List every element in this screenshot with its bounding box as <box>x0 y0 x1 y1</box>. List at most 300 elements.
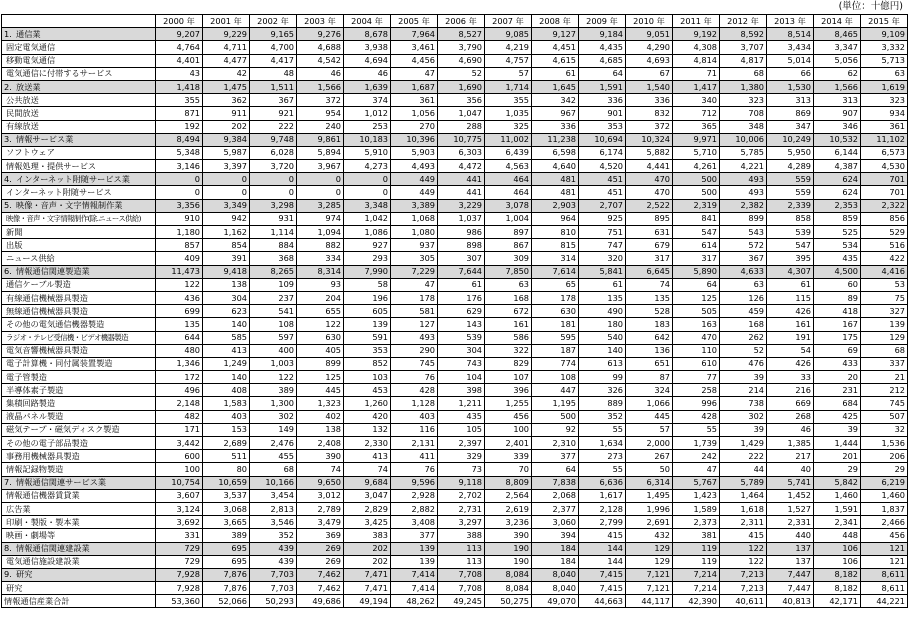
value-cell: 6,303 <box>438 146 485 159</box>
value-cell: 4,456 <box>391 54 438 67</box>
value-cell: 0 <box>250 186 297 199</box>
value-cell: 39 <box>814 423 861 436</box>
value-cell: 3,146 <box>156 160 203 173</box>
row-label <box>2 173 156 186</box>
value-cell: 4,633 <box>720 265 767 278</box>
value-cell: 9,184 <box>579 28 626 41</box>
value-cell: 355 <box>485 94 532 107</box>
value-cell: 140 <box>203 318 250 331</box>
value-cell: 161 <box>767 318 814 331</box>
value-cell: 10,006 <box>720 133 767 146</box>
value-cell: 313 <box>767 94 814 107</box>
row-label <box>2 529 156 542</box>
value-cell: 62 <box>814 67 861 80</box>
value-cell: 2,322 <box>861 199 908 212</box>
value-cell: 901 <box>579 107 626 120</box>
value-cell: 3,790 <box>438 41 485 54</box>
value-cell: 996 <box>673 397 720 410</box>
value-cell: 336 <box>626 94 673 107</box>
value-cell: 372 <box>297 94 344 107</box>
value-cell: 4,764 <box>156 41 203 54</box>
value-cell: 907 <box>814 107 861 120</box>
row-label-text: 情報サービス業 <box>16 134 74 145</box>
value-cell: 355 <box>156 94 203 107</box>
value-cell: 810 <box>532 226 579 239</box>
row-label <box>2 410 156 423</box>
value-cell: 191 <box>767 331 814 344</box>
value-cell: 76 <box>391 371 438 384</box>
value-cell: 49,194 <box>344 595 391 608</box>
row-label <box>2 595 156 608</box>
value-cell: 464 <box>485 186 532 199</box>
value-cell: 2,397 <box>438 437 485 450</box>
value-cell: 3,078 <box>485 199 532 212</box>
value-cell: 4,757 <box>485 54 532 67</box>
value-cell: 2,068 <box>532 489 579 502</box>
row-label <box>2 28 156 41</box>
value-cell: 1,464 <box>720 489 767 502</box>
value-cell: 435 <box>438 410 485 423</box>
value-cell: 7,229 <box>391 265 438 278</box>
value-cell: 422 <box>861 252 908 265</box>
value-cell: 64 <box>673 278 720 291</box>
value-cell: 6,645 <box>626 265 673 278</box>
value-cell: 196 <box>344 291 391 304</box>
value-cell: 3,060 <box>532 516 579 529</box>
year-header: 2003 年 <box>297 15 344 28</box>
value-cell: 3,349 <box>203 199 250 212</box>
value-cell: 511 <box>203 450 250 463</box>
value-cell: 4,435 <box>579 41 626 54</box>
value-cell: 7,447 <box>767 568 814 581</box>
value-cell: 884 <box>250 239 297 252</box>
row-label-text: 情報通信関連建設業 <box>16 543 90 554</box>
value-cell: 389 <box>250 384 297 397</box>
value-cell: 187 <box>532 344 579 357</box>
value-cell: 447 <box>532 384 579 397</box>
value-cell: 307 <box>438 252 485 265</box>
value-cell: 39 <box>720 423 767 436</box>
value-cell: 2,476 <box>250 437 297 450</box>
value-cell: 135 <box>156 318 203 331</box>
value-cell: 202 <box>344 542 391 555</box>
category-row <box>2 265 908 278</box>
row-label <box>2 542 156 555</box>
value-cell: 1,837 <box>861 502 908 515</box>
value-cell: 9,596 <box>391 476 438 489</box>
value-cell: 1,639 <box>344 80 391 93</box>
value-cell: 4,493 <box>391 160 438 173</box>
value-cell: 396 <box>485 384 532 397</box>
value-cell: 695 <box>203 555 250 568</box>
table-row <box>2 305 908 318</box>
value-cell: 2,408 <box>297 437 344 450</box>
value-cell: 974 <box>297 212 344 225</box>
value-cell: 7,928 <box>156 582 203 595</box>
value-cell: 857 <box>156 239 203 252</box>
value-cell: 815 <box>532 239 579 252</box>
value-cell: 327 <box>861 305 908 318</box>
year-header: 2008 年 <box>532 15 579 28</box>
value-cell: 64 <box>579 67 626 80</box>
value-cell: 168 <box>720 318 767 331</box>
value-cell: 353 <box>579 120 626 133</box>
value-cell: 439 <box>250 555 297 568</box>
value-cell: 7,471 <box>344 568 391 581</box>
value-cell: 630 <box>532 305 579 318</box>
value-cell: 3,397 <box>203 160 250 173</box>
value-cell: 361 <box>391 94 438 107</box>
value-cell: 390 <box>297 450 344 463</box>
value-cell: 1,618 <box>720 502 767 515</box>
value-cell: 115 <box>767 291 814 304</box>
value-cell: 178 <box>532 291 579 304</box>
value-cell: 50,275 <box>485 595 532 608</box>
value-cell: 6,174 <box>579 146 626 159</box>
value-cell: 3,124 <box>156 502 203 515</box>
value-cell: 1,417 <box>673 80 720 93</box>
value-cell: 581 <box>391 305 438 318</box>
category-row <box>2 542 908 555</box>
value-cell: 1,714 <box>485 80 532 93</box>
value-cell: 367 <box>720 252 767 265</box>
row-label <box>2 252 156 265</box>
value-cell: 377 <box>532 450 579 463</box>
row-label-text: 移動電気通信 <box>6 55 56 66</box>
value-cell: 63 <box>861 67 908 80</box>
row-label <box>2 54 156 67</box>
row-label-text: 通信業 <box>16 28 41 39</box>
value-cell: 852 <box>344 357 391 370</box>
row-label-text: その他の電気通信機器製造 <box>6 318 105 329</box>
table-row <box>2 529 908 542</box>
value-cell: 405 <box>297 344 344 357</box>
value-cell: 10,166 <box>250 476 297 489</box>
value-cell: 899 <box>720 212 767 225</box>
value-cell: 342 <box>532 94 579 107</box>
value-cell: 7,471 <box>344 582 391 595</box>
value-cell: 9,192 <box>673 28 720 41</box>
value-cell: 293 <box>344 252 391 265</box>
value-cell: 7,614 <box>532 265 579 278</box>
value-cell: 7,214 <box>673 582 720 595</box>
value-cell: 1,255 <box>485 397 532 410</box>
value-cell: 2,377 <box>532 502 579 515</box>
value-cell: 6,314 <box>626 476 673 489</box>
value-cell: 954 <box>297 107 344 120</box>
value-cell: 433 <box>814 357 861 370</box>
value-cell: 55 <box>673 423 720 436</box>
value-cell: 144 <box>579 555 626 568</box>
value-cell: 10,754 <box>156 476 203 489</box>
value-cell: 119 <box>673 542 720 555</box>
value-cell: 168 <box>485 291 532 304</box>
value-cell: 138 <box>203 278 250 291</box>
row-label <box>2 516 156 529</box>
value-cell: 302 <box>250 410 297 423</box>
value-cell: 352 <box>250 529 297 542</box>
value-cell: 699 <box>156 305 203 318</box>
value-cell: 3,938 <box>344 41 391 54</box>
row-label-text: 民間放送 <box>6 107 39 118</box>
value-cell: 7,644 <box>438 265 485 278</box>
value-cell: 4,693 <box>626 54 673 67</box>
row-label-text: 電気通信に付帯するサービス <box>6 68 113 79</box>
value-cell: 451 <box>579 173 626 186</box>
value-cell: 140 <box>203 371 250 384</box>
value-cell: 7,838 <box>532 476 579 489</box>
category-number: 8. <box>4 543 12 554</box>
data-table <box>1 14 908 608</box>
value-cell: 4,221 <box>720 160 767 173</box>
value-cell: 176 <box>438 291 485 304</box>
value-cell: 273 <box>579 450 626 463</box>
value-cell: 167 <box>814 318 861 331</box>
value-cell: 2,522 <box>626 199 673 212</box>
value-cell: 3,442 <box>156 437 203 450</box>
value-cell: 10,659 <box>203 476 250 489</box>
value-cell: 2,373 <box>673 516 720 529</box>
year-header: 2004 年 <box>344 15 391 28</box>
value-cell: 43 <box>156 67 203 80</box>
value-cell: 222 <box>250 120 297 133</box>
row-label <box>2 265 156 278</box>
row-label-text: 電気音響機械器具製造 <box>6 345 88 356</box>
value-cell: 1,086 <box>344 226 391 239</box>
value-cell: 426 <box>767 357 814 370</box>
value-cell: 516 <box>861 239 908 252</box>
value-cell: 586 <box>485 331 532 344</box>
value-cell: 6,144 <box>814 146 861 159</box>
value-cell: 372 <box>626 120 673 133</box>
row-label-text: 映像・音声・文字情報制作業 <box>16 200 123 211</box>
value-cell: 7,850 <box>485 265 532 278</box>
value-cell: 9,207 <box>156 28 203 41</box>
value-cell: 451 <box>579 186 626 199</box>
value-cell: 2,702 <box>438 489 485 502</box>
table-row <box>2 160 908 173</box>
value-cell: 1,260 <box>344 397 391 410</box>
row-label-text: 映画・劇場等 <box>6 529 56 540</box>
value-cell: 5,882 <box>626 146 673 159</box>
row-label <box>2 476 156 489</box>
value-cell: 317 <box>626 252 673 265</box>
unit-label: (単位：十億円) <box>838 1 903 12</box>
value-cell: 331 <box>156 529 203 542</box>
value-cell: 1,012 <box>344 107 391 120</box>
value-cell: 391 <box>203 252 250 265</box>
value-cell: 8,314 <box>297 265 344 278</box>
year-header: 2006 年 <box>438 15 485 28</box>
value-cell: 8,182 <box>814 568 861 581</box>
category-number: 1. <box>4 28 12 39</box>
value-cell: 871 <box>156 107 203 120</box>
row-label-text: 情報処理・提供サービス <box>6 160 97 171</box>
row-label-text: 固定電気通信 <box>6 41 56 52</box>
table-row <box>2 186 908 199</box>
category-number: 9. <box>4 569 12 580</box>
value-cell: 0 <box>156 173 203 186</box>
value-cell: 44 <box>720 463 767 476</box>
value-cell: 1,047 <box>438 107 485 120</box>
value-cell: 346 <box>814 120 861 133</box>
value-cell: 534 <box>814 239 861 252</box>
table-row <box>2 146 908 159</box>
value-cell: 937 <box>391 239 438 252</box>
row-label <box>2 133 156 146</box>
category-number: 2. <box>4 81 12 92</box>
row-label-text: 研究 <box>16 569 33 580</box>
value-cell: 684 <box>814 397 861 410</box>
value-cell: 63 <box>485 278 532 291</box>
value-cell: 44,117 <box>626 595 673 608</box>
value-cell: 1,249 <box>203 357 250 370</box>
value-cell: 64 <box>532 463 579 476</box>
value-cell: 493 <box>720 173 767 186</box>
category-row <box>2 133 908 146</box>
value-cell: 445 <box>626 410 673 423</box>
header-row <box>2 15 908 28</box>
value-cell: 48,262 <box>391 595 438 608</box>
value-cell: 47 <box>673 463 720 476</box>
value-cell: 4,219 <box>485 41 532 54</box>
table-body <box>2 28 908 608</box>
value-cell: 1,591 <box>814 502 861 515</box>
value-cell: 623 <box>203 305 250 318</box>
value-cell: 347 <box>767 120 814 133</box>
value-cell: 326 <box>579 384 626 397</box>
value-cell: 729 <box>156 542 203 555</box>
row-label-text: 半導体素子製造 <box>6 384 64 395</box>
value-cell: 505 <box>673 305 720 318</box>
value-cell: 895 <box>626 212 673 225</box>
value-cell: 11,102 <box>861 133 908 146</box>
value-cell: 175 <box>814 331 861 344</box>
row-label <box>2 502 156 515</box>
value-cell: 4,273 <box>344 160 391 173</box>
value-cell: 184 <box>532 555 579 568</box>
value-cell: 5,741 <box>767 476 814 489</box>
value-cell: 77 <box>673 371 720 384</box>
value-cell: 482 <box>156 410 203 423</box>
value-cell: 190 <box>485 555 532 568</box>
year-header: 2009 年 <box>579 15 626 28</box>
row-label-text: 電子管製造 <box>6 371 47 382</box>
value-cell: 456 <box>485 410 532 423</box>
value-cell: 3,236 <box>485 516 532 529</box>
value-cell: 9,276 <box>297 28 344 41</box>
value-cell: 163 <box>673 318 720 331</box>
value-cell: 470 <box>673 331 720 344</box>
value-cell: 3,068 <box>203 502 250 515</box>
value-cell: 2,466 <box>861 516 908 529</box>
row-label <box>2 305 156 318</box>
value-cell: 4,441 <box>626 160 673 173</box>
value-cell: 10,183 <box>344 133 391 146</box>
value-cell: 231 <box>814 384 861 397</box>
value-cell: 389 <box>203 529 250 542</box>
value-cell: 869 <box>767 107 814 120</box>
value-cell: 140 <box>579 344 626 357</box>
value-cell: 547 <box>673 226 720 239</box>
value-cell: 4,308 <box>673 41 720 54</box>
value-cell: 50,293 <box>250 595 297 608</box>
value-cell: 449 <box>391 186 438 199</box>
value-cell: 841 <box>673 212 720 225</box>
value-cell: 2,928 <box>391 489 438 502</box>
value-cell: 8,514 <box>767 28 814 41</box>
value-cell: 54 <box>767 344 814 357</box>
header-corner <box>2 15 156 28</box>
value-cell: 738 <box>720 397 767 410</box>
value-cell: 106 <box>814 555 861 568</box>
value-cell: 897 <box>485 226 532 239</box>
value-cell: 339 <box>485 450 532 463</box>
value-cell: 75 <box>861 291 908 304</box>
value-cell: 8,040 <box>532 568 579 581</box>
value-cell: 3,546 <box>250 516 297 529</box>
row-label <box>2 239 156 252</box>
value-cell: 4,307 <box>767 265 814 278</box>
value-cell: 5,987 <box>203 146 250 159</box>
value-cell: 7,414 <box>391 568 438 581</box>
value-cell: 57 <box>485 67 532 80</box>
value-cell: 53,360 <box>156 595 203 608</box>
value-cell: 398 <box>438 384 485 397</box>
row-label <box>2 450 156 463</box>
value-cell: 269 <box>297 542 344 555</box>
value-cell: 116 <box>391 423 438 436</box>
value-cell: 1,452 <box>767 489 814 502</box>
value-cell: 610 <box>673 357 720 370</box>
value-cell: 854 <box>203 239 250 252</box>
value-cell: 2,882 <box>391 502 438 515</box>
row-label <box>2 463 156 476</box>
value-cell: 464 <box>485 173 532 186</box>
value-cell: 10,396 <box>391 133 438 146</box>
value-cell: 122 <box>250 371 297 384</box>
value-cell: 7,876 <box>203 582 250 595</box>
row-label-text: 情報通信関連サービス業 <box>16 477 107 488</box>
category-number: 7. <box>4 477 12 488</box>
value-cell: 1,460 <box>861 489 908 502</box>
value-cell: 3,047 <box>344 489 391 502</box>
value-cell: 559 <box>767 186 814 199</box>
value-cell: 3,012 <box>297 489 344 502</box>
value-cell: 1,066 <box>626 397 673 410</box>
value-cell: 100 <box>156 463 203 476</box>
value-cell: 122 <box>297 318 344 331</box>
value-cell: 377 <box>391 529 438 542</box>
value-cell: 7,213 <box>720 568 767 581</box>
value-cell: 3,297 <box>438 516 485 529</box>
value-cell: 934 <box>861 107 908 120</box>
table-row <box>2 239 908 252</box>
value-cell: 8,084 <box>485 568 532 581</box>
value-cell: 493 <box>720 186 767 199</box>
value-cell: 1,460 <box>814 489 861 502</box>
table-row <box>2 489 908 502</box>
row-label-text: ソフトウェア <box>6 147 55 158</box>
value-cell: 323 <box>861 94 908 107</box>
value-cell: 445 <box>297 384 344 397</box>
value-cell: 5,348 <box>156 146 203 159</box>
value-cell: 172 <box>156 371 203 384</box>
value-cell: 40,611 <box>720 595 767 608</box>
value-cell: 74 <box>344 463 391 476</box>
row-label-text: 情報通信関連製造業 <box>16 266 90 277</box>
value-cell: 708 <box>720 107 767 120</box>
